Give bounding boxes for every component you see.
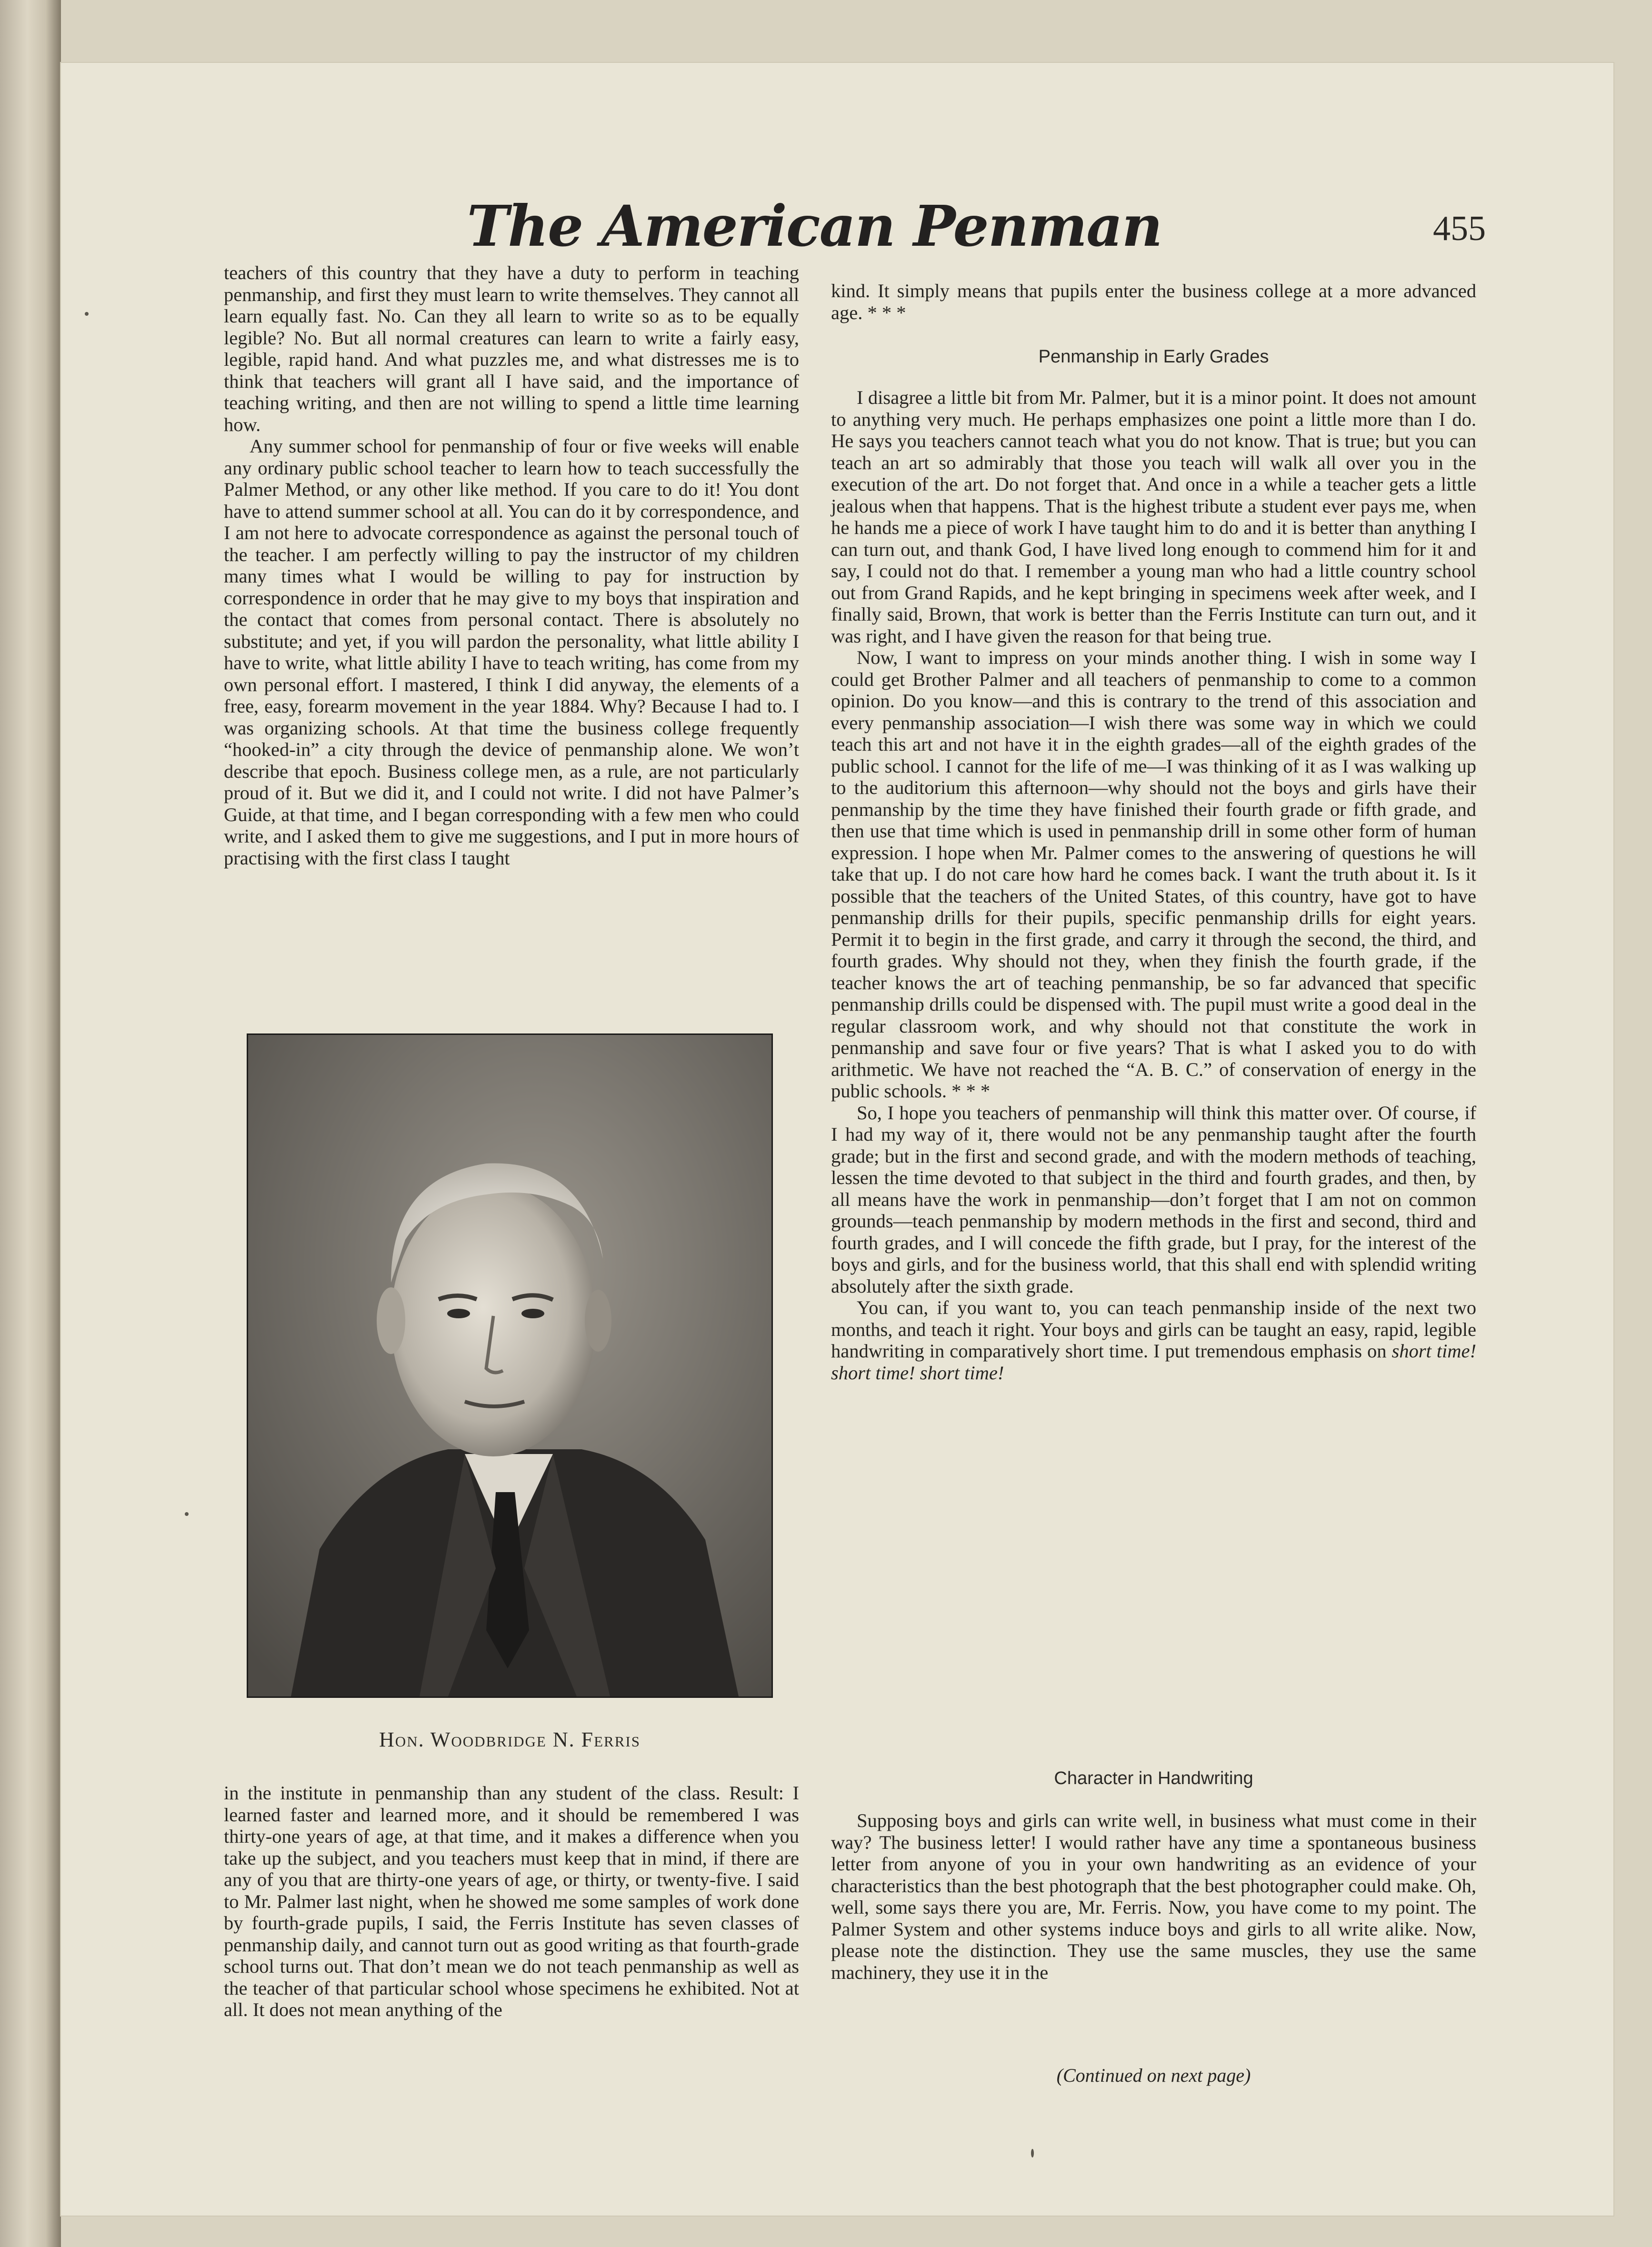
paragraph: in the institute in penmanship than any student of the class. Result: I learned faster and learned more, and it should be remembered I was thirty-one years of age, at that time, and it makes a difference when you take up the subject, and you teachers must keep that in mind, if there are any of you that are thirty-one years of age, or thirty, or twenty-five. I said to Mr. Palmer last night, when he showed me some samples of work done by fourth-grade pupils, I said, the Ferris Institute has seven classes of penmanship daily, and cannot turn out as good writing as that fourth-grade school turns out. That don’t mean we do not teach penmanship as well as the teacher of that particular school whose specimens he exhibited. Not at all. It does not mean anything of the xyxy=(224,1782,799,2020)
margin-speck xyxy=(1031,2149,1034,2157)
portrait-photo xyxy=(247,1033,773,1698)
left-column-bottom xyxy=(224,1782,799,2087)
paragraph: So, I hope you teachers of penmanship will think this matter over. Of course, if I had my way of it, there would not be any penmanship taught after the fourth grade; but in the first and second grade, and with the modern methods of teaching, lessen the time devoted to that subject in the third and fourth grades, and then, by all means have the work in penmanship—don’t forget that I am not on common grounds—teach penmanship by modern methods in the first and second, third and fourth grades, and I will concede the fifth grade, but I pray, for the interest of the boys and girls, and for the business world, that this shall end with splendid writing absolutely after the sixth grade. xyxy=(831,1102,1476,1297)
margin-speck xyxy=(185,1512,189,1516)
paragraph: I disagree a little bit from Mr. Palmer, but it is a minor point. It does not amount to anything very much. He perhaps emphasizes one point a little more than I do. He says you teachers cannot teach what you do not know. That is true; but you can teach an art so admirably that those you teach will walk all over you in the execution of the art. Do not forget that. And once in a while a teacher gets a little jealous when that happens. That is the highest tribute a student ever pays me, when he hands me a piece of work I have taught him to do and it is better than anything I can turn out, and thank God, I have lived long enough to commend him for it and say, I could not do that. I remember a young man who had a little country school out from Grand Rapids, and he kept bringing in specimens week after week, and I finally said, Brown, that work is better than the Ferris Institute can turn out, and it was right, and I have given the reason for that being true. xyxy=(831,387,1476,647)
portrait-illustration xyxy=(248,1035,771,1696)
paragraph: Any summer school for penmanship of four or five weeks will enable any ordinary public school teacher to learn how to teach successfully the Palmer Method, or any other like method. If you care to do it! You dont have to attend summer school at all. You can do it by correspondence, and I am not here to advocate correspondence as against the personal touch of the teacher. I am perfectly willing to pay the instructor of my children many times what I would be willing to pay for instruction by correspondence in order that he may give to my boys that inspiration and the contact that comes from personal contact. There is absolutely no substitute; and yet, if you will pardon the personality, what little ability I have to write, what little ability I have to teach writing, has come from my own personal effort. I mastered, I think I did anyway, the elements of a free, easy, forearm movement in the year 1884. Why? Because I had to. I was organizing schools. At that time the business college frequently “hooked-in” a city through the device of penmanship alone. We won’t describe that epoch. Business college men, as a rule, are not particularly proud of it. But we did it, and I could not write. I did not have Palmer’s Guide, at that time, and I began corresponding with a few men who could write, and I asked them to give me suggestions, and I put in more hours of practising with the first class I taught xyxy=(224,435,799,869)
section-heading: Penmanship in Early Grades xyxy=(1038,347,1269,367)
paragraph: Supposing boys and girls can write well, in business what must come in their way? The business letter! I would rather have any time a spontaneous business letter from anyone of you in your own handwriting as an evidence of your characteristics than the best photograph that the best photographer could make. Oh, well, some says there you are, Mr. Ferris. Now, you have come to my point. The Palmer System and other systems induce boys and girls to all write alike. Now, please note the distinction. They use the same muscles, they use the same machinery, they use it in the xyxy=(831,1810,1476,1983)
right-column-section-2 xyxy=(831,1810,1476,2048)
paragraph-text: You can, if you want to, you can teach penmanship inside of the next two months, and teach it right. Your boys and girls can be taught an easy, rapid, legible handwriting in comparatively short time. I put tremendous emphasis on xyxy=(831,1297,1476,1362)
paragraph: Now, I want to impress on your minds another thing. I wish in some way I could get Brother Palmer and all teachers of penmanship to come to a common opinion. Do you know—and this is contrary to the trend of this association and every penmanship association—I wish there was some way in which we could teach this art and not have it in the eighth grades—all of the eighth grades of the public school. I cannot for the life of me—I was thinking of it as I was walking up to the auditorium this afternoon—why should not the boys and girls have their penmanship by the time they have finished their fourth grade or fifth grade, and then use that time which is used in penmanship drill in some other form of human expression. I hope when Mr. Palmer comes to the answering of questions he will take that up. I do not care how hard he comes back. I want the truth about it. Is it possible that the teachers of the United States, of this country, have got to have penmanship drills for their pupils, specific penmanship drills for eight years. Permit it to begin in the first grade, and carry it through the second, the third, and fourth grades. Why should not they, when they finish the fourth grade, if the teacher knows the art of teaching penmanship, be so far advanced that specific penmanship drills could be dispensed with. The pupil must write a good deal in the regular classroom work, and why should not that constitute the work in penmanship and save four or five years? That is what I asked you to do with arithmetic. We have not reached the “A. B. C.” of conservation of energy in the public schools. * * * xyxy=(831,647,1476,1102)
section-heading: Character in Handwriting xyxy=(1054,1768,1253,1788)
photo-caption: Hon. Woodbridge N. Ferris xyxy=(379,1728,641,1751)
emphasis-text: short time! short time! short time! xyxy=(831,1340,1476,1384)
page-number: 455 xyxy=(1433,209,1486,248)
book-gutter xyxy=(0,0,61,2247)
margin-speck xyxy=(85,312,89,316)
paragraph: kind. It simply means that pupils enter the business college at a more advanced age. * * * xyxy=(831,280,1476,323)
right-column-section-1 xyxy=(831,387,1476,1739)
paragraph xyxy=(831,1297,1476,1384)
paragraph: teachers of this country that they have a duty to perform in teaching penmanship, and first they must learn to write themselves. They cannot all learn equally fast. No. Can they all learn to write so as to be equally legible? No. But all normal creatures can learn to write a fairly easy, legible, rapid hand. And what puzzles me, and what distresses me is to think that teachers will grant all I have said, and the importance of teaching writing, and then are not willing to spend a little time learning how. xyxy=(224,262,799,435)
left-column-top xyxy=(224,262,799,1019)
continued-note: (Continued on next page) xyxy=(1056,2065,1251,2086)
right-column-intro xyxy=(831,280,1476,328)
masthead-title: The American Penman xyxy=(467,193,1162,259)
